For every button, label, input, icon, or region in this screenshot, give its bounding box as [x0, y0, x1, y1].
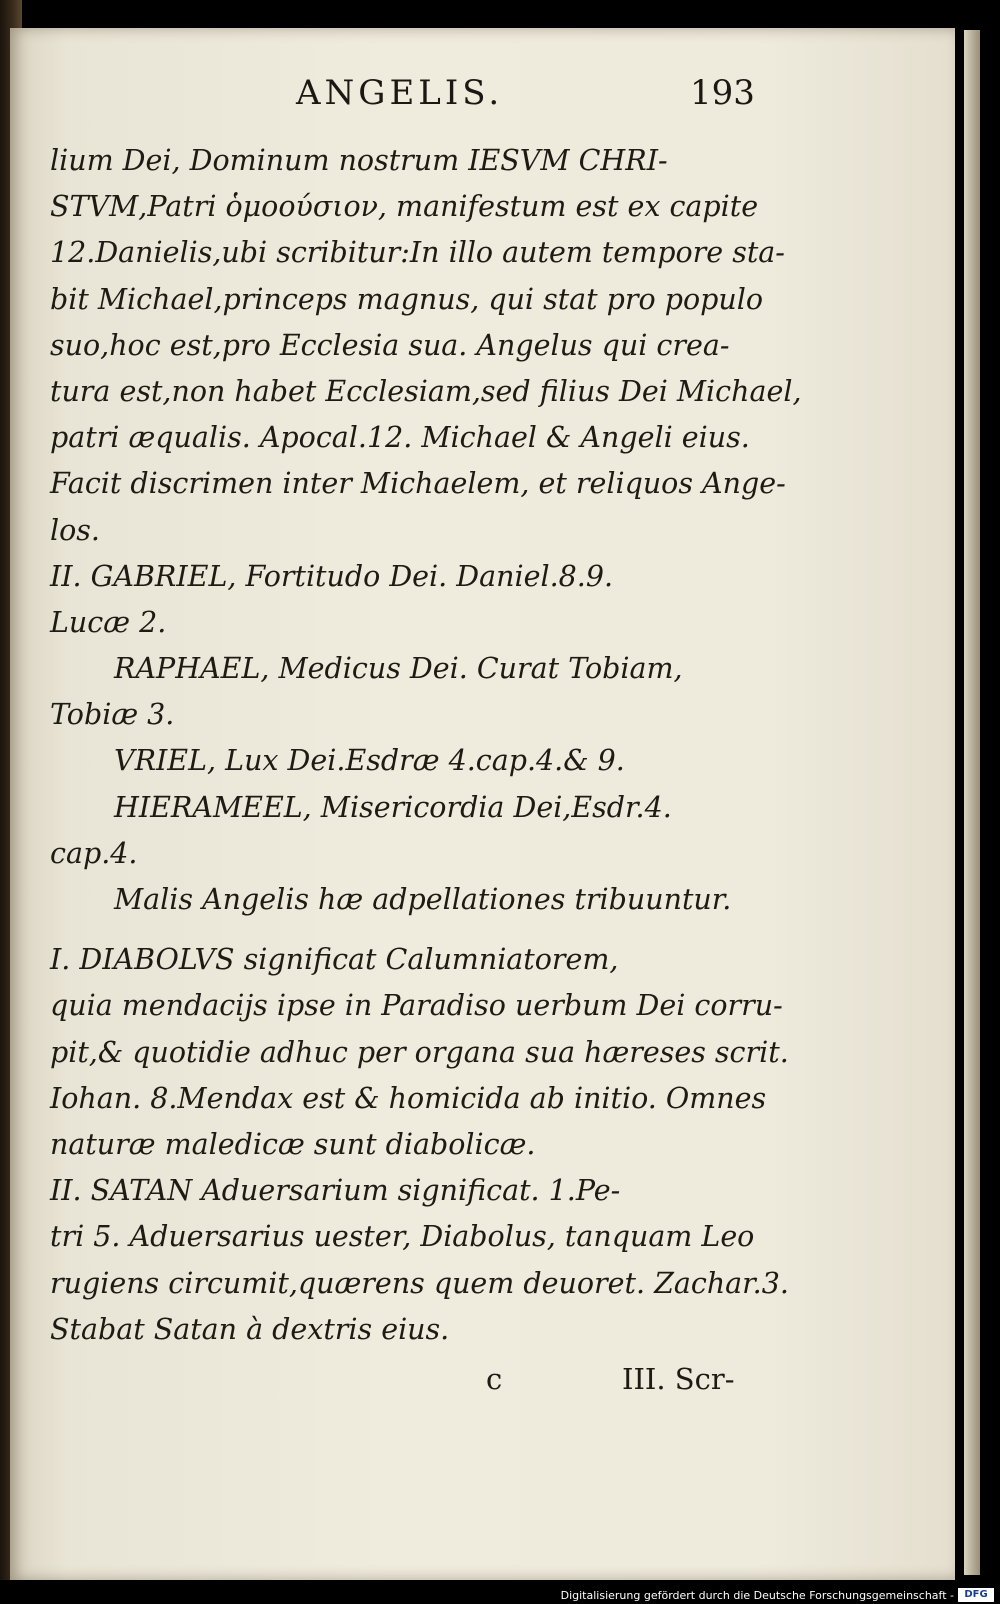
- page-number: 193: [690, 73, 755, 113]
- text-line: naturæ maledicæ sunt diabolicæ.: [50, 1127, 536, 1161]
- text-line: pit,& quotidie adhuc per organa sua hæreses scrit.: [50, 1035, 789, 1069]
- text-line: tri 5. Aduersarius uester, Diabolus, tanquam Leo: [50, 1220, 755, 1254]
- page-header: [0, 73, 1000, 123]
- text-line: suo,hoc est,pro Ecclesia sua. Angelus qui crea-: [50, 328, 730, 362]
- text-line: bit Michael,princeps magnus, qui stat pro populo: [50, 282, 764, 316]
- text-line: II. SATAN Aduersarium significat. 1.Pe-: [50, 1174, 621, 1208]
- text-line: Tobiæ 3.: [50, 698, 175, 732]
- signature-mark: c: [486, 1362, 503, 1396]
- dfg-logo: DFG: [958, 1588, 994, 1602]
- text-line: patri æqualis. Apocal.12. Michael & Angeli eius.: [50, 421, 750, 455]
- page-edge: [964, 30, 980, 1575]
- text-line: cap.4.: [50, 836, 138, 870]
- body-text: [50, 138, 802, 1353]
- text-line: Facit discrimen inter Michaelem, et reliquos Ange-: [50, 467, 786, 501]
- catchword: III. Scr-: [622, 1362, 735, 1396]
- text-line: Iohan. 8.Mendax est & homicida ab initio. Omnes: [50, 1081, 767, 1115]
- text-line: RAPHAEL, Medicus Dei. Curat Tobiam,: [114, 652, 683, 686]
- text-line: II. GABRIEL, Fortitudo Dei. Daniel.8.9.: [50, 559, 614, 593]
- text-line: quia mendacijs ipse in Paradiso uerbum Dei corru-: [50, 989, 783, 1023]
- text-line: los.: [50, 513, 100, 547]
- page-footer-catchwords: [0, 1362, 1000, 1412]
- running-title: ANGELIS.: [296, 73, 504, 113]
- text-line: tura est,non habet Ecclesiam,sed filius Dei Michael,: [50, 374, 802, 408]
- text-line: 12.Danielis,ubi scribitur:In illo autem tempore sta-: [50, 236, 785, 270]
- text-line: VRIEL, Lux Dei.Esdræ 4.cap.4.& 9.: [114, 744, 625, 778]
- text-line: Malis Angelis hæ adpellationes tribuuntur.: [114, 883, 732, 916]
- text-line: STVM,Patri ὁμοούσιον, manifestum est ex capite: [50, 190, 759, 224]
- text-line: Stabat Satan à dextris eius.: [50, 1312, 450, 1346]
- text-line: rugiens circumit,quærens quem deuoret. Zachar.3.: [50, 1266, 789, 1300]
- text-line: Lucæ 2.: [50, 605, 167, 639]
- text-line: HIERAMEEL, Misericordia Dei,Esdr.4.: [114, 790, 672, 824]
- text-line: I. DIABOLVS significat Calumniatorem,: [50, 943, 619, 977]
- text-line: lium Dei, Dominum nostrum IESVM CHRI-: [50, 144, 668, 177]
- digitization-credit: Digitalisierung gefördert durch die Deutsche Forschungsgemeinschaft -: [560, 1589, 954, 1602]
